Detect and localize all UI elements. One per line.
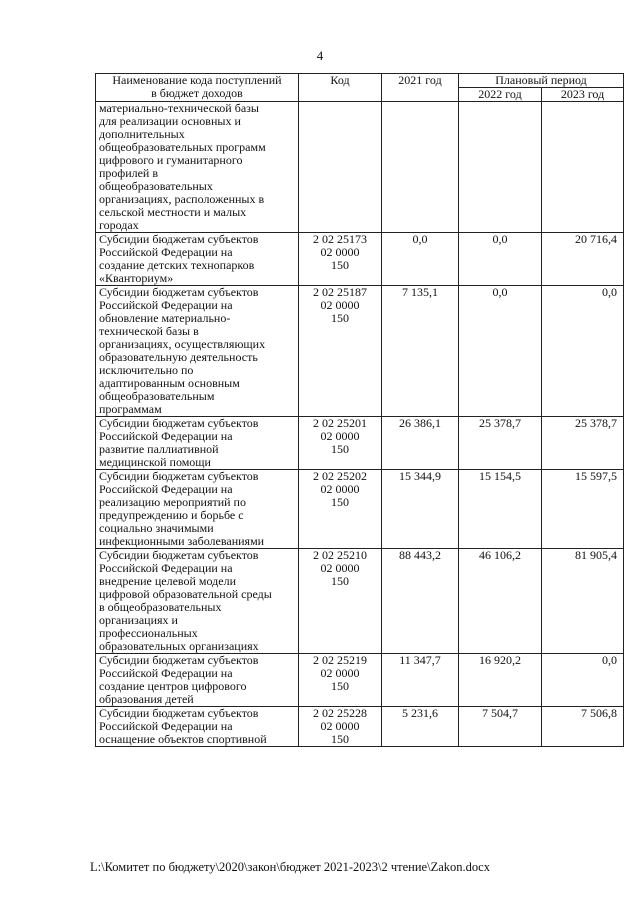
- row-code: 2 02 25219 02 0000 150: [299, 654, 382, 707]
- table-row: [96, 102, 624, 233]
- revenue-table: [95, 73, 624, 747]
- value-2023: 15 597,5: [542, 470, 624, 549]
- value-2022: 0,0: [459, 233, 542, 286]
- row-name: Субсидии бюджетам субъектов Российской Федерации на создание центров цифрового образования детей: [96, 654, 299, 707]
- value-2022: 7 504,7: [459, 707, 542, 747]
- value-2021: 26 386,1: [382, 417, 459, 470]
- header-2023: 2023 год: [542, 88, 624, 102]
- value-2021: 15 344,9: [382, 470, 459, 549]
- value-2023: 81 905,4: [542, 549, 624, 654]
- value-2023: 25 378,7: [542, 417, 624, 470]
- value-2023: 7 506,8: [542, 707, 624, 747]
- value-2022: 15 154,5: [459, 470, 542, 549]
- value-2022: 46 106,2: [459, 549, 542, 654]
- row-name: Субсидии бюджетам субъектов Российской Федерации на развитие паллиативной медицинской помощи: [96, 417, 299, 470]
- row-name: Субсидии бюджетам субъектов Российской Федерации на внедрение целевой модели цифровой образовательной среды в общеобразовательных организациях и профессиональных образовательных организациях: [96, 549, 299, 654]
- value-2021: 88 443,2: [382, 549, 459, 654]
- row-code: 2 02 25202 02 0000 150: [299, 470, 382, 549]
- table-row: [96, 286, 624, 417]
- row-name: Субсидии бюджетам субъектов Российской Федерации на оснащение объектов спортивной: [96, 707, 299, 747]
- value-2021: 11 347,7: [382, 654, 459, 707]
- file-path-footer: L:\Комитет по бюджету\2020\закон\бюджет 2021-2023\2 чтение\Zakon.docx: [90, 860, 490, 874]
- header-2022: 2022 год: [459, 88, 542, 102]
- row-name: материально-технической базы для реализации основных и дополнительных общеобразовательных программ цифрового и гуманитарного профилей в общеобразовательных организациях, расположенных в сельской местности и малых городах: [96, 102, 299, 233]
- value-2023: 0,0: [542, 654, 624, 707]
- row-name: Субсидии бюджетам субъектов Российской Федерации на обновление материально- технической базы в организациях, осуществляющих образовательную деятельность исключительно по адаптированным основным общеобразовательным программам: [96, 286, 299, 417]
- table-row: [96, 549, 624, 654]
- value-2022: 25 378,7: [459, 417, 542, 470]
- header-2021: 2021 год: [382, 74, 459, 102]
- value-2022: [459, 102, 542, 233]
- value-2021: 0,0: [382, 233, 459, 286]
- value-2021: 5 231,6: [382, 707, 459, 747]
- table-row: [96, 707, 624, 747]
- row-code: 2 02 25228 02 0000 150: [299, 707, 382, 747]
- value-2021: 7 135,1: [382, 286, 459, 417]
- row-name: Субсидии бюджетам субъектов Российской Федерации на реализацию мероприятий по предупреждению и борьбе с социально значимыми инфекционными заболеваниями: [96, 470, 299, 549]
- value-2021: [382, 102, 459, 233]
- row-code: 2 02 25201 02 0000 150: [299, 417, 382, 470]
- header-name: Наименование кода поступлений в бюджет доходов: [96, 74, 299, 102]
- row-code: 2 02 25210 02 0000 150: [299, 549, 382, 654]
- row-name: Субсидии бюджетам субъектов Российской Федерации на создание детских технопарков «Кванториум»: [96, 233, 299, 286]
- header-code: Код: [299, 74, 382, 102]
- row-code: [299, 102, 382, 233]
- table-header-row: [96, 74, 624, 88]
- value-2023: 20 716,4: [542, 233, 624, 286]
- value-2022: 16 920,2: [459, 654, 542, 707]
- value-2022: 0,0: [459, 286, 542, 417]
- page-number: 4: [316, 48, 324, 63]
- value-2023: 0,0: [542, 286, 624, 417]
- row-code: 2 02 25187 02 0000 150: [299, 286, 382, 417]
- row-code: 2 02 25173 02 0000 150: [299, 233, 382, 286]
- table-row: [96, 233, 624, 286]
- table-row: [96, 654, 624, 707]
- table-row: [96, 470, 624, 549]
- value-2023: [542, 102, 624, 233]
- table-row: [96, 417, 624, 470]
- header-plan-period: Плановый период: [459, 74, 624, 88]
